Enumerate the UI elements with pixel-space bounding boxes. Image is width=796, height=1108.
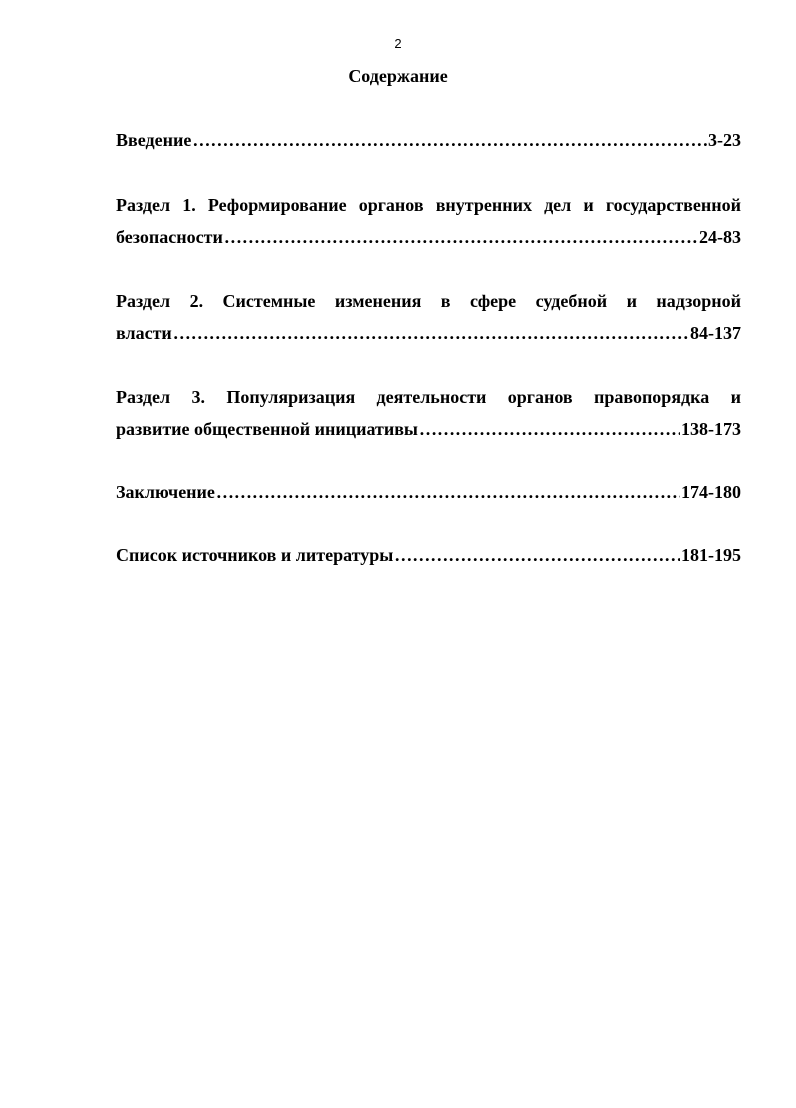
toc-entry-pages: 181-195	[681, 545, 741, 565]
toc-entry-pages: 174-180	[681, 482, 741, 502]
toc-entry-label: власти	[116, 323, 172, 343]
toc-entry-introduction[interactable]	[116, 124, 741, 156]
toc-leader-dots	[173, 317, 689, 349]
toc-leader-dots	[192, 124, 707, 156]
toc-entry-references[interactable]	[116, 539, 741, 571]
toc-leader-dots	[216, 476, 680, 508]
toc-entry-label: безопасности	[116, 227, 223, 247]
toc-entry-pages: 138-173	[681, 419, 741, 439]
toc-entry-heading: Раздел 2. Системные изменения в сфере судебной и надзорной	[116, 291, 741, 311]
toc-entry-pages: 3-23	[708, 130, 741, 150]
toc-leader-dots	[224, 221, 698, 253]
toc-entry-label: развитие общественной инициативы	[116, 419, 418, 439]
toc-entry-label: Список источников и литературы	[116, 545, 394, 565]
toc-leader-dots	[394, 539, 680, 571]
toc-leader-dots	[419, 413, 680, 445]
page-number: 2	[394, 36, 402, 51]
toc-entry-section-2[interactable]	[116, 285, 741, 349]
toc-title: Содержание	[348, 66, 448, 86]
toc-entry-label: Введение	[116, 130, 192, 150]
toc-entry-heading: Раздел 3. Популяризация деятельности органов правопорядка и	[116, 387, 741, 407]
toc-entry-conclusion[interactable]	[116, 476, 741, 508]
toc-entry-label: Заключение	[116, 482, 215, 502]
toc-entry-section-3[interactable]	[116, 381, 741, 445]
toc-entry-pages: 24-83	[699, 227, 741, 247]
toc-entry-pages: 84-137	[690, 323, 741, 343]
toc-entry-section-1[interactable]	[116, 189, 741, 253]
toc-entry-heading: Раздел 1. Реформирование органов внутренних дел и государственной	[116, 195, 741, 215]
